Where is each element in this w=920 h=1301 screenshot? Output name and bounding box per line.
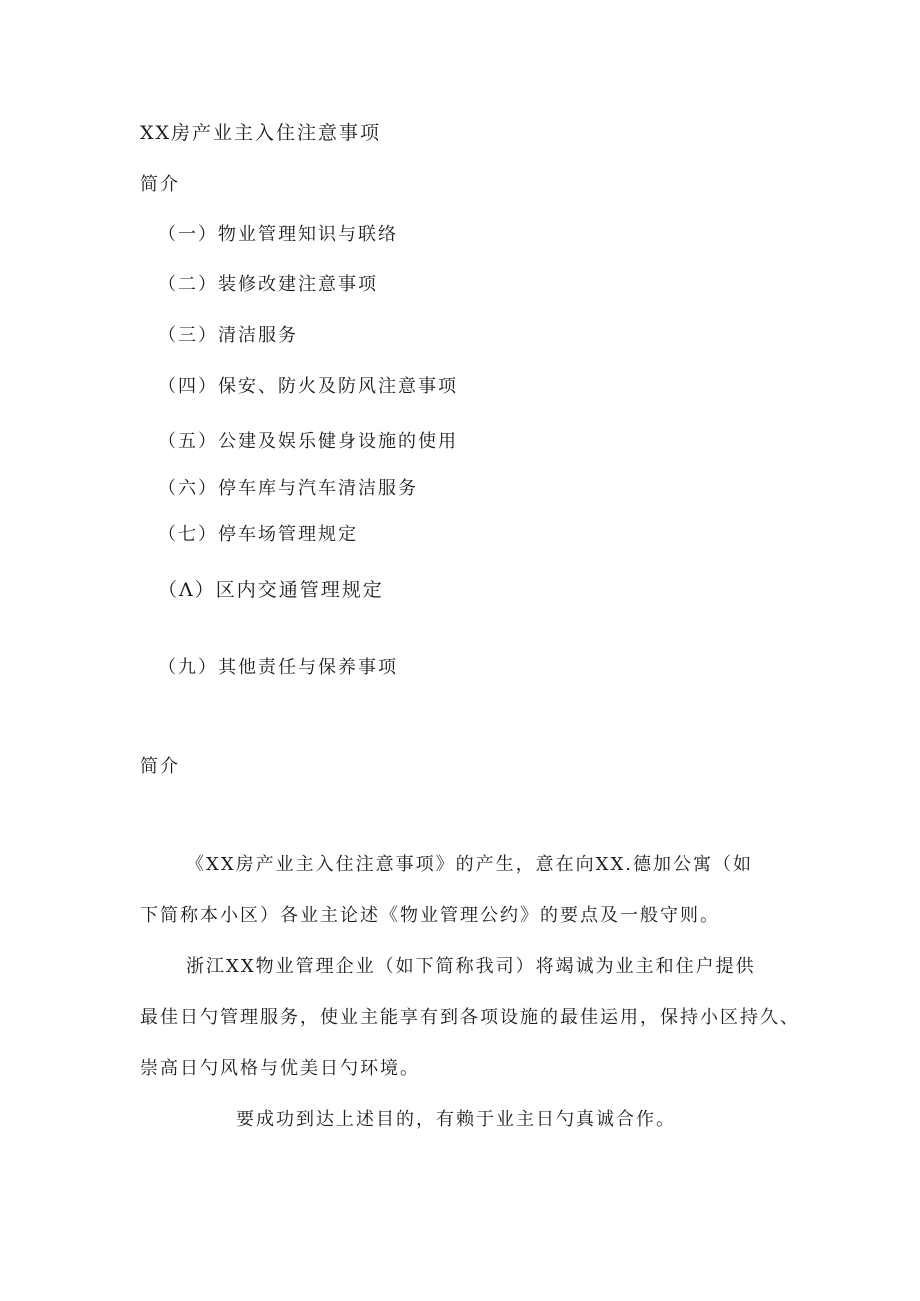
paragraph-line: 要成功到达上述目的，有赖于业主日勺真诚合作。	[236, 1109, 676, 1130]
toc-item: （二）装修改建注意事项	[158, 274, 378, 295]
paragraph-line: 《XX房产业主入住注意事项》的产生，意在向XX.德加公寓（如	[186, 854, 753, 875]
toc-item: （五）公建及娱乐健身设施的使用	[158, 431, 458, 452]
toc-item: （六）停车库与汽车清洁服务	[158, 478, 418, 499]
toc-item: （九）其他责任与保养事项	[158, 657, 398, 678]
toc-heading: 简介	[140, 174, 180, 195]
toc-item: （一）物业管理知识与联络	[158, 224, 398, 245]
toc-item: （Λ）区内交通管理规定	[158, 579, 384, 601]
intro-heading: 简介	[140, 756, 180, 777]
toc-item: （四）保安、防火及防风注意事项	[158, 376, 458, 397]
paragraph-line: 崇高日勺风格与优美日勺环境。	[140, 1058, 420, 1079]
toc-item: （三）清洁服务	[158, 325, 298, 346]
paragraph-line: 浙江XX物业管理企业（如下简称我司）将竭诚为业主和住户提供	[186, 956, 756, 977]
document-title: XX房产业主入住注意事项	[140, 122, 382, 144]
paragraph-line: 下简称本小区）各业主论述《物业管理公约》的要点及一般守则。	[140, 905, 720, 926]
paragraph-line: 最佳日勺管理服务，使业主能享有到各项设施的最佳运用，保持小区持久、	[140, 1007, 800, 1028]
toc-item: （七）停车场管理规定	[158, 524, 358, 545]
